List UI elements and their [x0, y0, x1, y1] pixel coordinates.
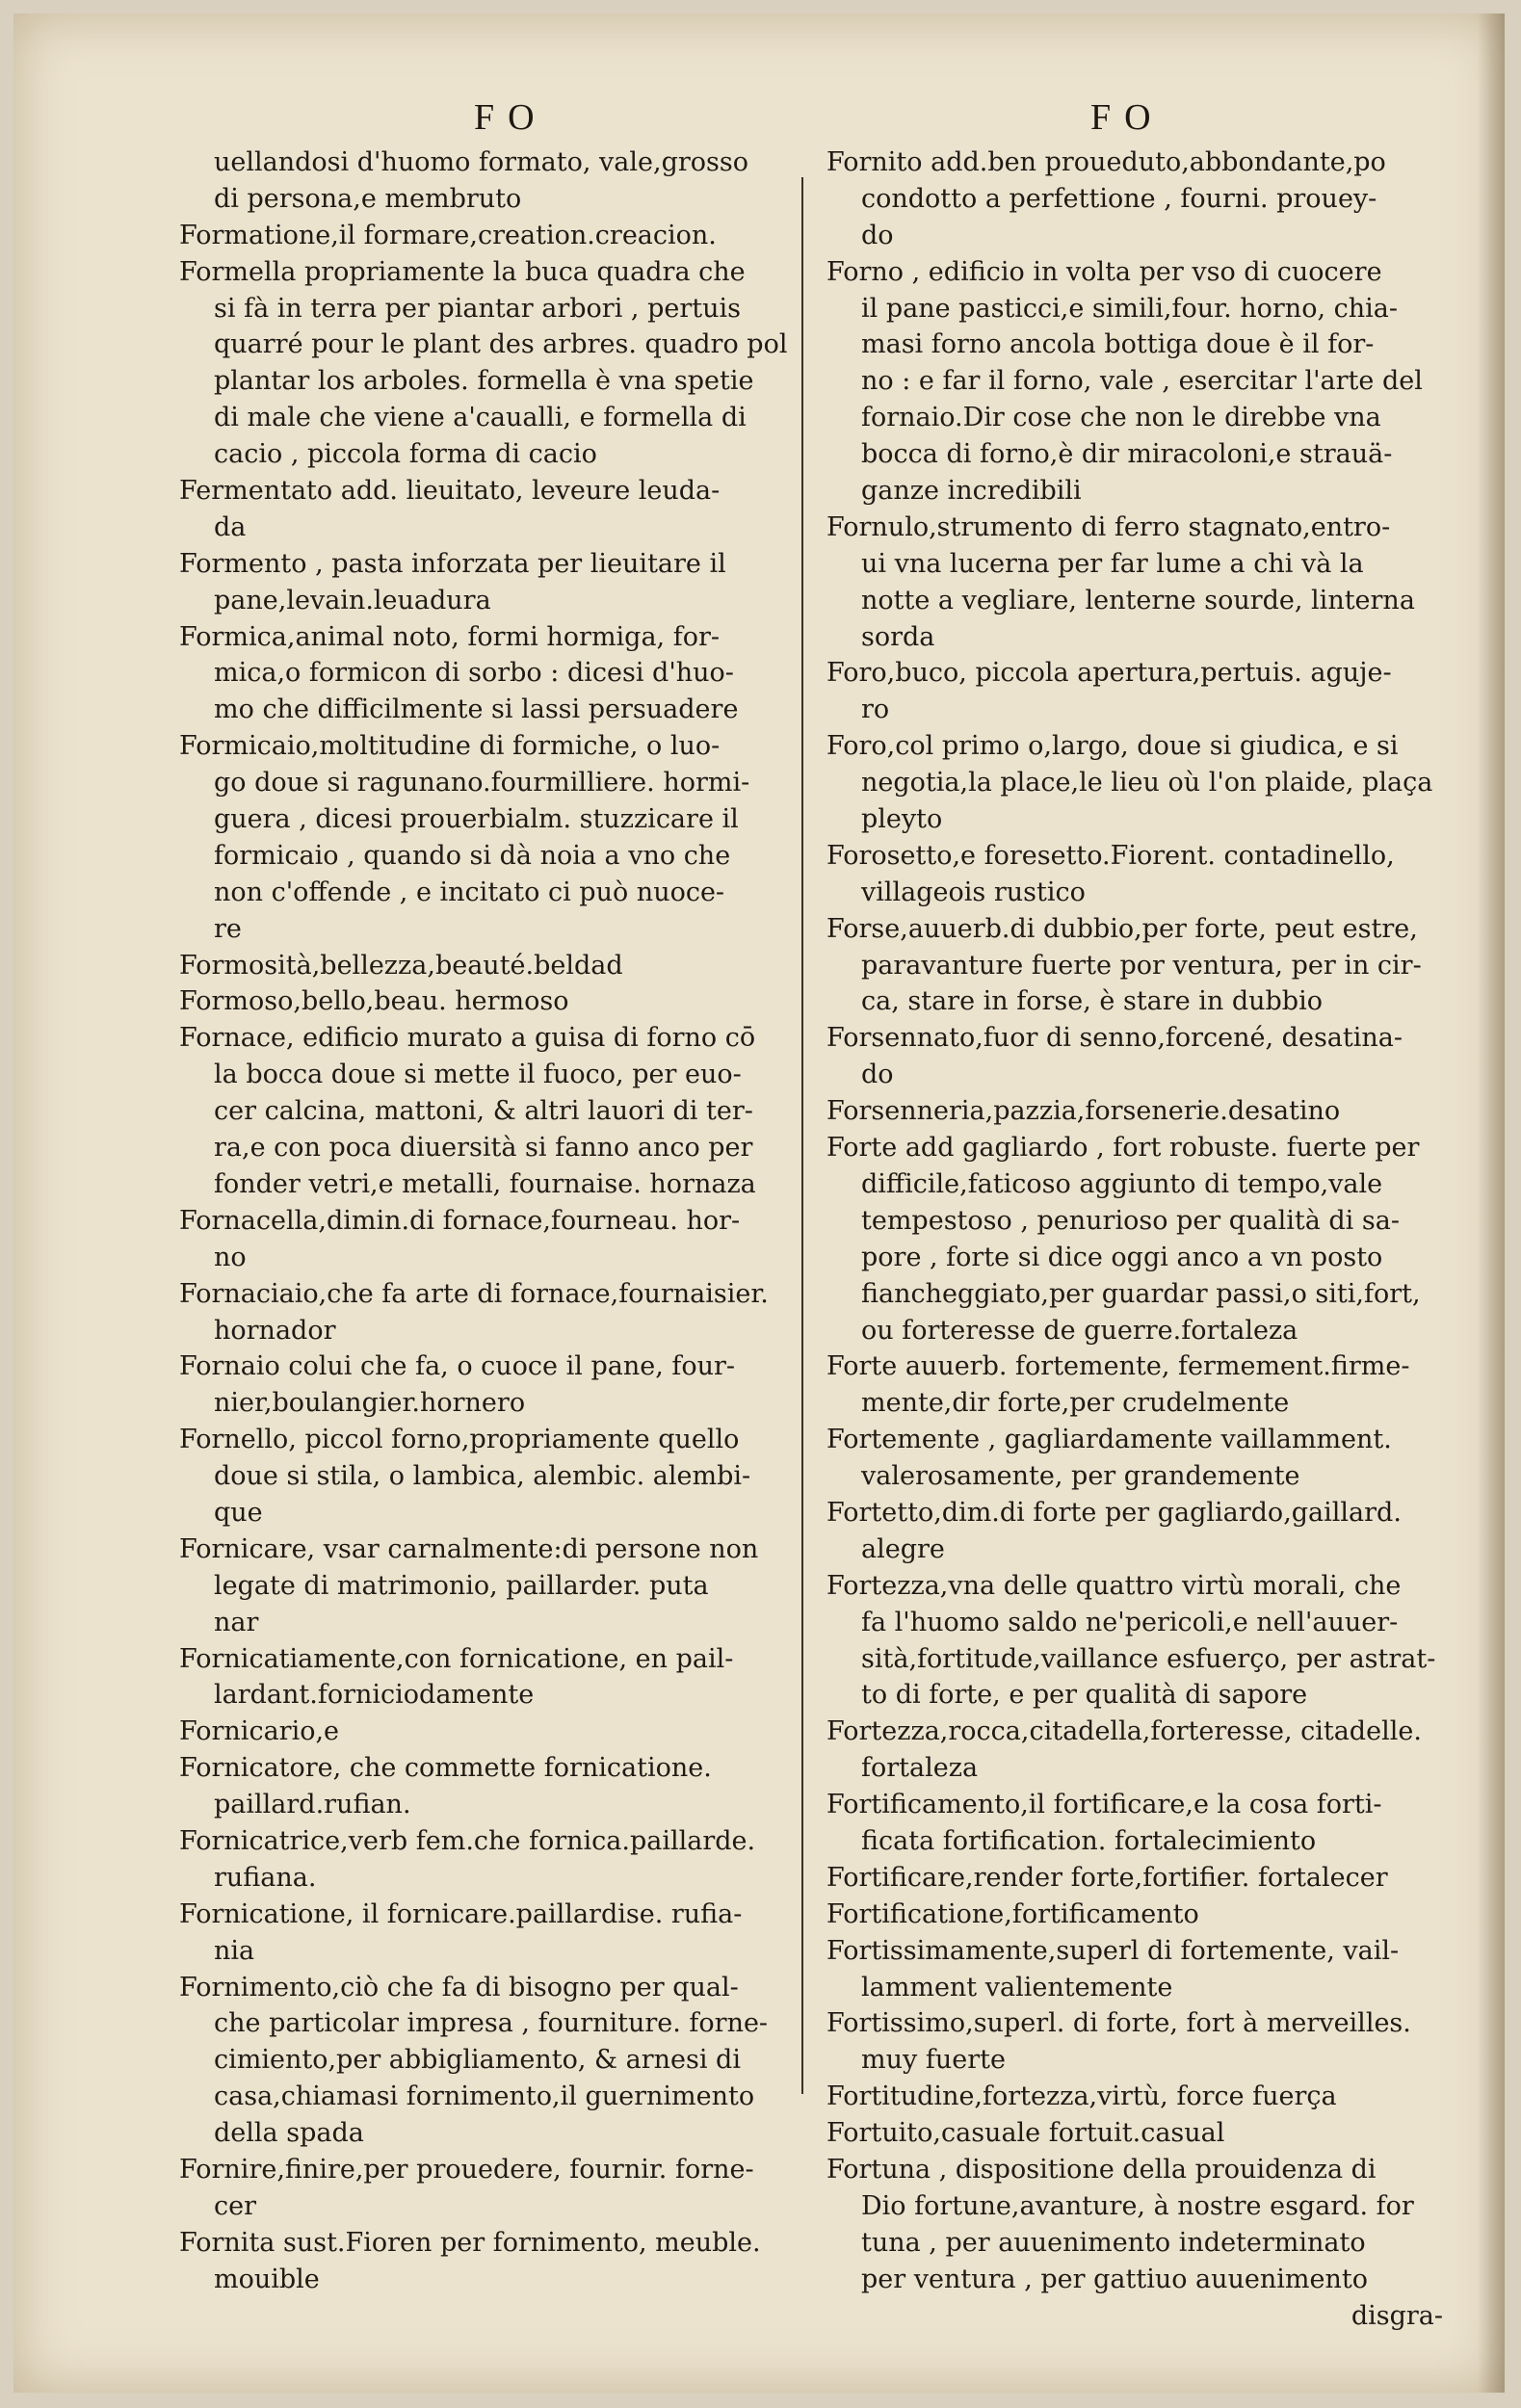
entry-line: fiancheggiato,per guardar passi,o siti,fort, — [861, 1278, 1421, 1309]
entry-line: Fornita sust.Fioren per fornimento, meuble. — [179, 2227, 761, 2258]
entry-line: Fornicatiamente,con fornicatione, en pail- — [179, 1643, 734, 1674]
entry-line: tempestoso , penurioso per qualità di sa- — [861, 1205, 1400, 1236]
entry-line: Dio fortune,avanture, à nostre esgard. for — [861, 2190, 1414, 2221]
entry-line: Fornicario,e — [179, 1716, 340, 1747]
entry-line: ro — [861, 694, 890, 725]
entry-line: nar — [214, 1607, 259, 1637]
entry-line: re — [214, 913, 242, 944]
entry-line: della spada — [214, 2118, 364, 2149]
entry-line: di male che viene a'caualli, e formella di — [214, 403, 747, 433]
entry-line: rufiana. — [214, 1862, 317, 1893]
entry-line: lardant.forniciodamente — [214, 1680, 535, 1711]
entry-line: di persona,e membruto — [214, 183, 522, 214]
entry-line: no : e far il forno, vale , esercitar l'arte del — [861, 366, 1423, 397]
entry-line: ui vna lucerna per far lume a chi và la — [861, 548, 1364, 579]
entry-line: fonder vetri,e metalli, fournaise. hornaza — [214, 1168, 756, 1199]
entry-line: guera , dicesi prouerbialm. stuzzicare il — [214, 804, 739, 835]
entry-line: Fortetto,dim.di forte per gagliardo,gaillard. — [826, 1497, 1402, 1528]
entry-line: ca, stare in forse, è stare in dubbio — [861, 986, 1323, 1017]
entry-line: Formosità,bellezza,beauté.beldad — [179, 950, 623, 981]
entry-line: mente,dir forte,per crudelmente — [861, 1388, 1290, 1419]
entry-line: Fornire,finire,per prouedere, fournir. forne- — [179, 2154, 754, 2185]
running-head-left: FO — [474, 97, 548, 138]
entry-line: ganze incredibili — [861, 476, 1082, 507]
entry-line: Formoso,bello,beau. hermoso — [179, 986, 569, 1017]
entry-line: pleyto — [861, 804, 943, 835]
entry-line: si fà in terra per piantar arbori , pertuis — [214, 293, 742, 324]
entry-line: tuna , per auuenimento indeterminato — [861, 2227, 1366, 2258]
entry-line: disgra- — [1351, 2300, 1443, 2331]
entry-line: paravanture fuerte por ventura, per in cir- — [861, 950, 1422, 981]
entry-line: Forte auuerb. fortemente, fermement.firme- — [826, 1351, 1410, 1382]
entry-line: Forno , edificio in volta per vso di cuocere — [826, 256, 1382, 287]
entry-line: pore , forte si dice oggi anco a vn posto — [861, 1242, 1383, 1272]
entry-line: Fornicare, vsar carnalmente:di persone non — [179, 1533, 759, 1564]
entry-line: Fortificatione,fortificamento — [826, 1898, 1199, 1929]
entry-line: Fortificamento,il fortificare,e la cosa forti- — [826, 1790, 1382, 1820]
entry-line: ficata fortification. fortalecimiento — [861, 1825, 1317, 1856]
running-head-right: FO — [1090, 97, 1165, 138]
entry-line: per ventura , per gattiuo auuenimento — [861, 2264, 1369, 2294]
entry-line: uellandosi d'huomo formato, vale,grosso — [214, 147, 749, 177]
entry-line: cer — [214, 2190, 257, 2221]
entry-line: Fortezza,vna delle quattro virtù morali, che — [826, 1570, 1402, 1601]
entry-line: Formento , pasta inforzata per lieuitare il — [179, 548, 726, 579]
entry-line: mouible — [214, 2264, 320, 2294]
entry-line: condotto a perfettione , fourni. prouey- — [861, 183, 1377, 214]
entry-line: Formella propriamente la buca quadra che — [179, 256, 746, 287]
entry-line: muy fuerte — [861, 2045, 1006, 2076]
entry-line: cer calcina, mattoni, & altri lauori di ter- — [214, 1096, 753, 1127]
entry-line: no — [214, 1242, 247, 1272]
entry-line: Fortissimo,superl. di forte, fort à merveilles. — [826, 2008, 1411, 2039]
entry-line: Fornacella,dimin.di fornace,fourneau. hor- — [179, 1205, 741, 1236]
page-edge-shadow — [1478, 13, 1505, 2393]
entry-line: mo che difficilmente si lassi persuadere — [214, 694, 739, 725]
entry-line: difficile,faticoso aggiunto di tempo,vale — [861, 1168, 1383, 1199]
entry-line: alegre — [861, 1533, 945, 1564]
entry-line: lamment valientemente — [861, 1972, 1173, 2002]
entry-line: Fortuna , dispositione della prouidenza di — [826, 2154, 1377, 2185]
entry-line: fortaleza — [861, 1753, 979, 1784]
entry-line: notte a vegliare, lenterne sourde, linterna — [861, 585, 1415, 615]
entry-line: Fornicatione, il fornicare.paillardise. rufia- — [179, 1898, 743, 1929]
entry-line: go doue si ragunano.fourmilliere. hormi- — [214, 768, 750, 798]
entry-line: Fermentato add. lieuitato, leveure leuda- — [179, 476, 721, 507]
entry-line: que — [214, 1497, 263, 1528]
entry-line: do — [861, 220, 894, 250]
entry-line: Fortissimamente,superl di fortemente, vail- — [826, 1935, 1400, 1966]
left-column — [179, 144, 796, 2298]
entry-line: ra,e con poca diuersità si fanno anco per — [214, 1133, 753, 1164]
entry-line: Fortemente , gagliardamente vaillamment. — [826, 1425, 1392, 1455]
entry-line: do — [861, 1060, 894, 1090]
entry-line: Fornace, edificio murato a guisa di forno cō — [179, 1023, 756, 1054]
entry-line: negotia,la place,le lieu où l'on plaide, plaça — [861, 768, 1433, 798]
entry-line: quarré pour le plant des arbres. quadro pol — [214, 329, 788, 360]
entry-line: Fornulo,strumento di ferro stagnato,entro- — [826, 511, 1391, 542]
entry-line: doue si stila, o lambica, alembic. alembi- — [214, 1461, 751, 1492]
entry-line: ou forteresse de guerre.fortaleza — [861, 1315, 1298, 1346]
entry-line: Forosetto,e foresetto.Fiorent. contadinello, — [826, 840, 1395, 871]
entry-line: villageois rustico — [861, 877, 1086, 907]
entry-line: Forsenneria,pazzia,forsenerie.desatino — [826, 1096, 1341, 1127]
entry-line: da — [214, 511, 247, 542]
entry-line: Formatione,il formare,creation.creacion. — [179, 220, 717, 250]
entry-line: Formica,animal noto, formi hormiga, for- — [179, 621, 721, 652]
entry-line: Foro,col primo o,largo, doue si giudica, e si — [826, 731, 1399, 762]
right-column — [826, 144, 1462, 2334]
entry-line: il pane pasticci,e simili,four. horno, chia- — [861, 293, 1398, 324]
entry-line: Fornaciaio,che fa arte di fornace,fournaisier. — [179, 1278, 769, 1309]
entry-line: valerosamente, per grandemente — [861, 1461, 1300, 1492]
entry-line: la bocca doue si mette il fuoco, per euo- — [214, 1060, 742, 1090]
entry-line: fornaio.Dir cose che non le direbbe vna — [861, 403, 1381, 433]
entry-line: Fortitudine,fortezza,virtù, force fuerça — [826, 2081, 1337, 2112]
entry-line: Fornello, piccol forno,propriamente quello — [179, 1425, 740, 1455]
entry-line: paillard.rufian. — [214, 1790, 411, 1820]
entry-line: casa,chiamasi fornimento,il guernimento — [214, 2081, 755, 2112]
entry-line: Formicaio,moltitudine di formiche, o luo- — [179, 731, 721, 762]
entry-line: Fortificare,render forte,fortifier. fortalecer — [826, 1862, 1388, 1893]
entry-line: Fortezza,rocca,citadella,forteresse, citadelle. — [826, 1716, 1422, 1747]
entry-line: che particolar impresa , fourniture. forne- — [214, 2008, 769, 2039]
entry-line: nier,boulangier.hornero — [214, 1388, 526, 1419]
entry-line: sità,fortitude,vaillance esfuerço, per astrat- — [861, 1643, 1436, 1674]
entry-line: formicaio , quando si dà noia a vno che — [214, 840, 731, 871]
entry-line: fa l'huomo saldo ne'pericoli,e nell'auuer- — [861, 1607, 1399, 1637]
entry-line: Fornimento,ciò che fa di bisogno per qual- — [179, 1972, 739, 2002]
entry-line: Forte add gagliardo , fort robuste. fuerte per — [826, 1133, 1420, 1164]
entry-line: Fornito add.ben proueduto,abbondante,po — [826, 147, 1386, 177]
entry-line: hornador — [214, 1315, 336, 1346]
entry-line: mica,o formicon di sorbo : dicesi d'huo- — [214, 658, 734, 689]
entry-line: Foro,buco, piccola apertura,pertuis. aguje- — [826, 658, 1392, 689]
entry-line: sorda — [861, 621, 935, 652]
entry-line: bocca di forno,è dir miracoloni,e strauä- — [861, 439, 1393, 470]
entry-line: Fornaio colui che fa, o cuoce il pane, four- — [179, 1351, 736, 1382]
entry-line: non c'offende , e incitato ci può nuoce- — [214, 877, 725, 907]
entry-line: masi forno ancola bottiga doue è il for- — [861, 329, 1375, 360]
entry-line: Fornicatore, che commette fornicatione. — [179, 1753, 712, 1784]
entry-line: nia — [214, 1935, 255, 1966]
entry-line: Fornicatrice,verb fem.che fornica.paillarde. — [179, 1825, 756, 1856]
column-divider — [801, 177, 803, 2094]
entry-line: to di forte, e per qualità di sapore — [861, 1680, 1308, 1711]
entry-line: pane,levain.leuadura — [214, 585, 491, 615]
entry-line: Forse,auuerb.di dubbio,per forte, peut estre, — [826, 913, 1418, 944]
entry-line: legate di matrimonio, paillarder. puta — [214, 1570, 709, 1601]
entry-line: plantar los arboles. formella è vna spetie — [214, 366, 754, 397]
entry-line: cimiento,per abbigliamento, & arnesi di — [214, 2045, 741, 2076]
entry-line: Fortuito,casuale fortuit.casual — [826, 2118, 1225, 2149]
dictionary-page — [13, 13, 1505, 2393]
entry-line: cacio , piccola forma di cacio — [214, 439, 597, 470]
entry-line: Forsennato,fuor di senno,forcené, desatina- — [826, 1023, 1403, 1054]
